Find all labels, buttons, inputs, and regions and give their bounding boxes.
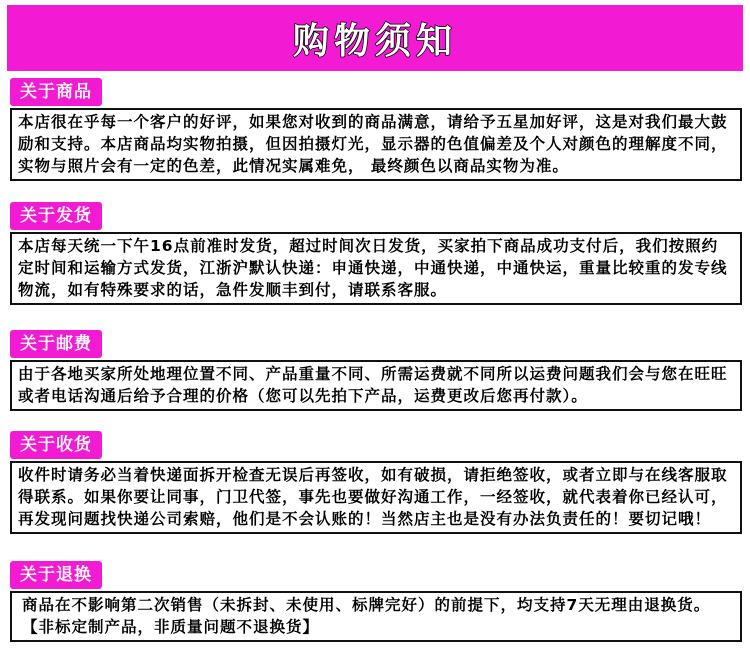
- section-label: 关于邮费: [10, 330, 102, 358]
- section-shipping: [10, 202, 742, 305]
- section-returns: [10, 561, 742, 642]
- section-text: 本店很在乎每一个客户的好评，如果您对收到的商品满意，请给予五星加好评，这是对我们最大鼓励和支持。本店商品均实物拍摄，但因拍摄灯光，显示器的色值偏差及个人对颜色的理解度不同，实物与照片会有一定的色差，此情况实属难免， 最终颜色以商品实物为准。: [10, 108, 742, 181]
- section-text: 收件时请务必当着快递面拆开检查无误后再签收，如有破损，请拒绝签收，或者立即与在线客服取得联系。如果你要让同事，门卫代签，事先也要做好沟通工作，一经签收，就代表着你已经认可，再发现问题找快递公司索赔，他们是不会认账的！当然店主也是没有办法负责任的！要切记哦！: [10, 461, 742, 534]
- header-banner: [7, 5, 743, 71]
- page-title: 购物须知: [292, 20, 457, 62]
- section-text: 商品在不影响第二次销售（未拆封、未使用、标牌完好）的前提下，均支持7天无理由退换货。【非标定制产品，非质量问题不退换货】: [10, 591, 742, 642]
- section-product: [10, 78, 742, 181]
- section-label: 关于退换: [10, 561, 102, 589]
- section-label: 关于收货: [10, 431, 102, 459]
- section-text: 由于各地买家所处地理位置不同、产品重量不同、所需运费就不同所以运费问题我们会与您在旺旺或者电话沟通后给予合理的价格（您可以先拍下产品，运费更改后您再付款）。: [10, 360, 742, 411]
- section-text: 本店每天统一下午16点前准时发货，超过时间次日发货，买家拍下商品成功支付后，我们按照约定时间和运输方式发货，江浙沪默认快递：申通快递，中通快递，中通快运，重量比较重的发专线物流，如有特殊要求的话，急件发顺丰到付，请联系客服。: [10, 232, 742, 305]
- section-label: 关于发货: [10, 202, 102, 230]
- section-receiving: [10, 431, 742, 534]
- section-postage: [10, 330, 742, 411]
- section-label: 关于商品: [10, 78, 102, 106]
